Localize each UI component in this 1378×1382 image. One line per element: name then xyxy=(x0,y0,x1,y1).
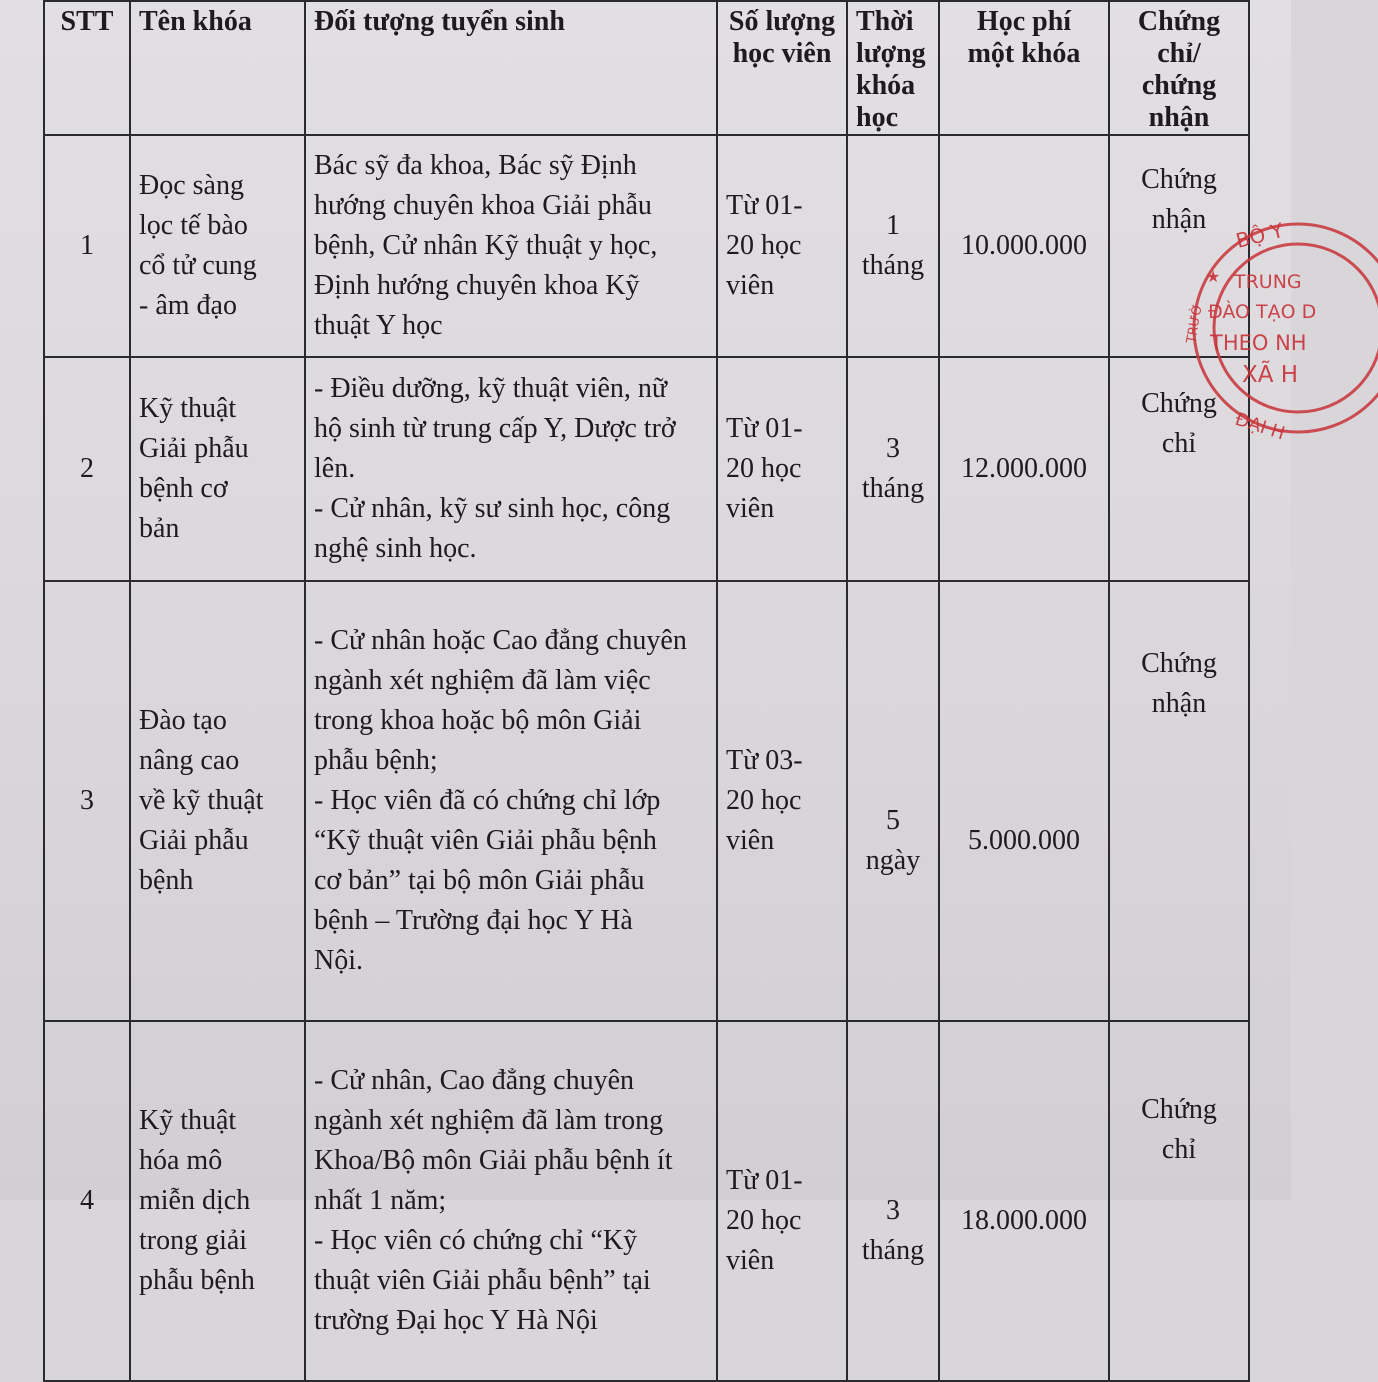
row-certificate: Chứng nhận xyxy=(1109,581,1249,1021)
svg-text:TRUNG: TRUNG xyxy=(1234,271,1302,293)
row-certificate: Chứng nhận xyxy=(1109,135,1249,357)
header-student-count: Số lượng học viên xyxy=(717,1,847,135)
header-certificate: Chứng chỉ/ chứng nhận xyxy=(1109,1,1249,135)
row-target: - Cử nhân hoặc Cao đẳng chuyên ngành xét nghiệm đã làm việc trong khoa hoặc bộ môn Giải phẫu bệnh; - Học viên đã có chứng chỉ lớp “Kỹ thuật viên Giải phẫu bệnh cơ bản” tại bộ môn Giải phẫu bệnh – Trường đại học Y Hà Nội. xyxy=(305,581,717,1021)
row-fee: 18.000.000 xyxy=(939,1021,1109,1381)
row-student-count: Từ 01- 20 học viên xyxy=(717,1021,847,1381)
table-row xyxy=(44,1021,1249,1381)
svg-text:ĐÀO TẠO D: ĐÀO TẠO D xyxy=(1208,301,1317,323)
row-duration: 3 tháng xyxy=(847,1021,939,1381)
course-table xyxy=(43,0,1250,1382)
row-stt: 4 xyxy=(44,1021,130,1381)
row-fee: 12.000.000 xyxy=(939,357,1109,581)
row-duration: 1 tháng xyxy=(847,135,939,357)
row-stt: 3 xyxy=(44,581,130,1021)
header-fee: Học phí một khóa xyxy=(939,1,1109,135)
svg-text:THEO NH: THEO NH xyxy=(1210,331,1307,355)
header-course-name: Tên khóa xyxy=(130,1,305,135)
row-student-count: Từ 01- 20 học viên xyxy=(717,135,847,357)
header-target: Đối tượng tuyển sinh xyxy=(305,1,717,135)
row-duration: 3 tháng xyxy=(847,357,939,581)
row-target: - Cử nhân, Cao đẳng chuyên ngành xét nghiệm đã làm trong Khoa/Bộ môn Giải phẫu bệnh ít nhất 1 năm; - Học viên có chứng chỉ “Kỹ thuật viên Giải phẫu bệnh” tại trường Đại học Y Hà Nội xyxy=(305,1021,717,1381)
row-fee: 5.000.000 xyxy=(939,581,1109,1021)
header-duration: Thời lượng khóa học xyxy=(847,1,939,135)
row-course-name: Đọc sàng lọc tế bào cổ tử cung - âm đạo xyxy=(130,135,305,357)
row-fee: 10.000.000 xyxy=(939,135,1109,357)
header-stt: STT xyxy=(44,1,130,135)
row-stt: 1 xyxy=(44,135,130,357)
svg-text:TRƯỜ: TRƯỜ xyxy=(1184,302,1206,345)
row-duration: 5 ngày xyxy=(847,581,939,1021)
table-row xyxy=(44,135,1249,357)
row-certificate: Chứng chỉ xyxy=(1109,1021,1249,1381)
row-student-count: Từ 01- 20 học viên xyxy=(717,357,847,581)
row-target: Bác sỹ đa khoa, Bác sỹ Định hướng chuyên khoa Giải phẫu bệnh, Cử nhân Kỹ thuật y học, Định hướng chuyên khoa Kỹ thuật Y học xyxy=(305,135,717,357)
table-header-row xyxy=(44,1,1249,135)
row-course-name: Kỹ thuật Giải phẫu bệnh cơ bản xyxy=(130,357,305,581)
row-student-count: Từ 03- 20 học viên xyxy=(717,581,847,1021)
row-course-name: Kỹ thuật hóa mô miễn dịch trong giải phẫu bệnh xyxy=(130,1021,305,1381)
svg-text:ĐẠI H: ĐẠI H xyxy=(1232,408,1288,445)
table-row xyxy=(44,581,1249,1021)
row-stt: 2 xyxy=(44,357,130,581)
svg-text:XÃ H: XÃ H xyxy=(1242,362,1299,388)
row-target: - Điều dưỡng, kỹ thuật viên, nữ hộ sinh từ trung cấp Y, Dược trở lên. - Cử nhân, kỹ sư sinh học, công nghệ sinh học. xyxy=(305,357,717,581)
svg-text:★: ★ xyxy=(1206,267,1221,286)
svg-text:BỘ Y: BỘ Y xyxy=(1233,217,1286,253)
table-row xyxy=(44,357,1249,581)
row-course-name: Đào tạo nâng cao về kỹ thuật Giải phẫu bệnh xyxy=(130,581,305,1021)
row-certificate: Chứng chỉ xyxy=(1109,357,1249,581)
